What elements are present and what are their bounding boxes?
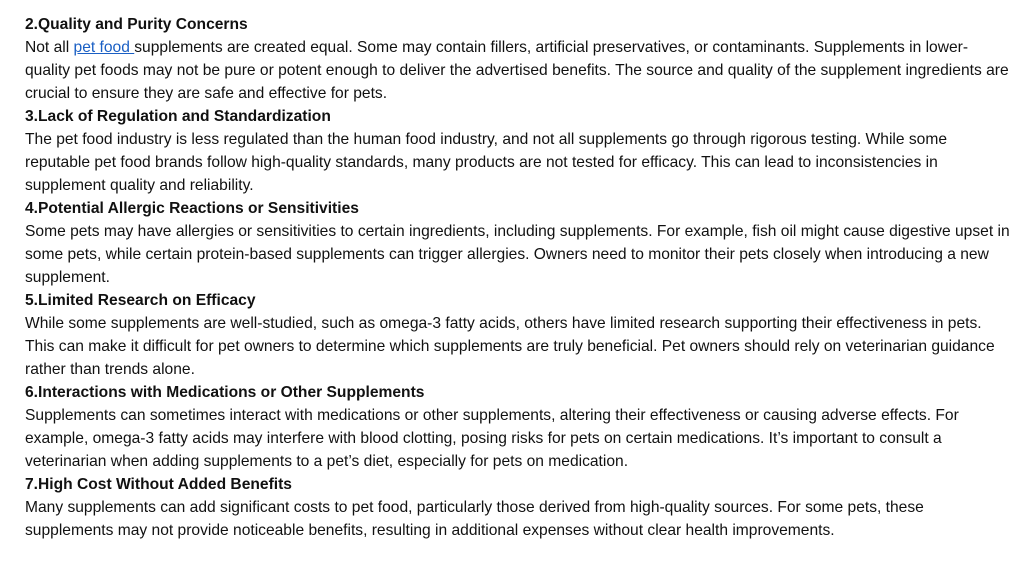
heading-allergic-reactions: 4.Potential Allergic Reactions or Sensitivities	[25, 200, 359, 217]
heading-quality-purity: 2.Quality and Purity Concerns	[25, 16, 248, 33]
paragraph-high-cost: Many supplements can add significant costs to pet food, particularly those derived from high-quality sources. For some pets, these supplements may not provide noticeable benefits, resulting in additional expenses without clear health improvements.	[25, 499, 924, 539]
pet-food-link[interactable]: pet food	[73, 39, 135, 56]
slide-content	[25, 13, 1010, 542]
heading-high-cost: 7.High Cost Without Added Benefits	[25, 476, 292, 493]
paragraph-quality-purity	[25, 36, 1010, 105]
paragraph-regulation: The pet food industry is less regulated than the human food industry, and not all supplements go through rigorous testing. While some reputable pet food brands follow high-quality standards, many products are not tested for efficacy. This can lead to inconsistencies in supplement quality and reliability.	[25, 131, 948, 194]
paragraph-allergic-reactions: Some pets may have allergies or sensitivities to certain ingredients, including supplements. For example, fish oil might cause digestive upset in some pets, while certain protein-based supplements can trigger allergies. Owners need to monitor their pets closely when introducing a new supplement.	[25, 223, 1010, 286]
heading-interactions: 6.Interactions with Medications or Other Supplements	[25, 384, 425, 401]
paragraph-text-rest: supplements are created equal. Some may contain fillers, artificial preservatives, or contaminants. Supplements in lower-quality pet foods may not be pure or potent enough to deliver the advertised benefits. The source and quality of the supplement ingredients are crucial to ensure they are safe and effective for pets.	[25, 39, 1009, 102]
heading-limited-research: 5.Limited Research on Efficacy	[25, 292, 256, 309]
heading-regulation: 3.Lack of Regulation and Standardization	[25, 108, 331, 125]
paragraph-limited-research: While some supplements are well-studied, such as omega-3 fatty acids, others have limited research supporting their effectiveness in pets. This can make it difficult for pet owners to determine which supplements are truly beneficial. Pet owners should rely on veterinarian guidance rather than trends alone.	[25, 315, 995, 378]
paragraph-interactions: Supplements can sometimes interact with medications or other supplements, altering their effectiveness or causing adverse effects. For example, omega-3 fatty acids may interfere with blood clotting, posing risks for pets on certain medications. It’s important to consult a veterinarian when adding supplements to a pet’s diet, especially for pets on medication.	[25, 407, 959, 470]
paragraph-text-start: Not all	[25, 39, 74, 56]
